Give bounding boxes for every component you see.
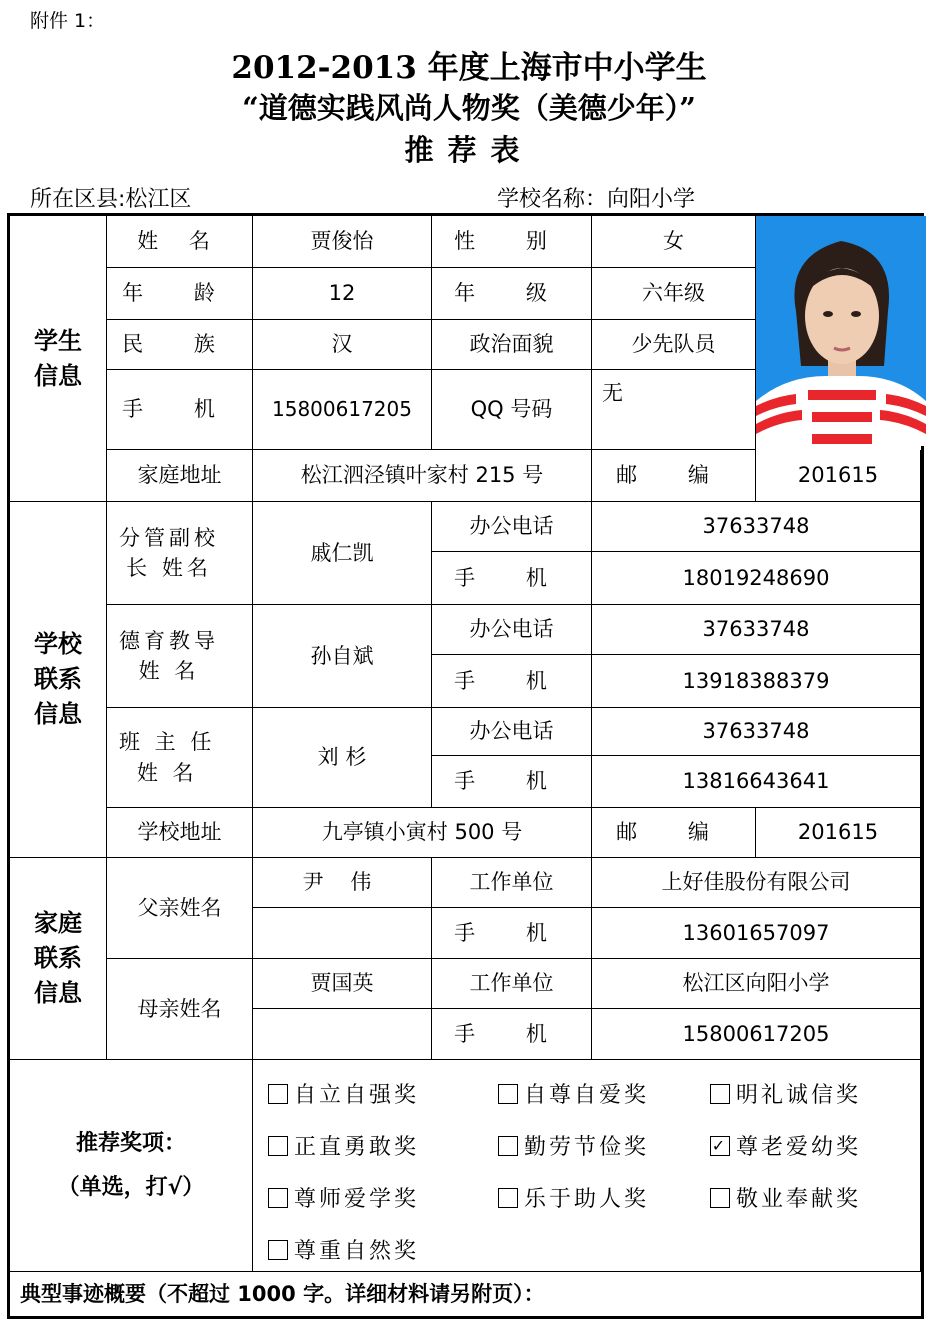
mother-extra-cell xyxy=(253,1009,432,1060)
award-title: “道德实践风尚人物奖（美德少年）” xyxy=(242,91,696,125)
checkbox-checked-icon[interactable]: ✓ xyxy=(711,1136,729,1155)
qq-label: QQ 号码 xyxy=(432,370,592,450)
grade-label: 年 级 xyxy=(432,268,592,320)
checkbox-icon[interactable] xyxy=(498,1084,518,1104)
father-work-label: 工作单位 xyxy=(432,858,592,908)
checkbox-icon[interactable] xyxy=(498,1136,518,1156)
award-option-1[interactable]: 自尊自爱奖 xyxy=(498,1078,649,1109)
father-name: 尹 伟 xyxy=(253,858,432,908)
page-title: 2012-2013 年度上海市中小学生 xyxy=(231,50,707,86)
checkbox-icon[interactable] xyxy=(268,1136,288,1156)
class-teacher-office-phone: 37633748 xyxy=(592,708,921,756)
checkbox-icon[interactable] xyxy=(268,1240,288,1260)
home-address-label: 家庭地址 xyxy=(107,450,253,502)
father-extra-cell xyxy=(253,908,432,959)
school-postcode-label: 邮 编 xyxy=(592,808,756,858)
class-teacher-office-label: 办公电话 xyxy=(432,708,592,756)
name-label: 姓 名 xyxy=(107,216,253,268)
mobile-label: 手 机 xyxy=(107,370,253,450)
student-mobile: 15800617205 xyxy=(253,370,432,450)
checkbox-icon[interactable] xyxy=(710,1188,730,1208)
home-address: 松江泗泾镇叶家村 215 号 xyxy=(253,450,592,502)
class-teacher-mobile-label: 手 机 xyxy=(432,756,592,808)
attachment-label: 附件 1： xyxy=(30,10,106,32)
moral-director-mobile-label: 手 机 xyxy=(432,655,592,708)
school-section-label: 学校 联系 信息 xyxy=(10,502,107,858)
form-title: 推荐表 xyxy=(404,133,534,167)
student-political: 少先队员 xyxy=(592,320,756,370)
vice-principal-mobile-label: 手 机 xyxy=(432,552,592,605)
moral-director-name: 孙自斌 xyxy=(253,605,432,708)
school-address-label: 学校地址 xyxy=(107,808,253,858)
award-option-8[interactable]: 敬业奉献奖 xyxy=(710,1182,861,1213)
student-ethnicity: 汉 xyxy=(253,320,432,370)
moral-director-label: 德育教导 姓 名 xyxy=(107,605,253,708)
class-teacher-label: 班 主 任 姓 名 xyxy=(107,708,253,808)
mother-label: 母亲姓名 xyxy=(107,959,253,1060)
student-photo xyxy=(756,216,926,446)
school-address: 九亭镇小寅村 500 号 xyxy=(253,808,592,858)
father-mobile: 13601657097 xyxy=(592,908,921,959)
award-option-2[interactable]: 明礼诚信奖 xyxy=(710,1078,861,1109)
school-name-label: 学校名称：向阳小学 xyxy=(497,187,696,212)
vice-principal-label: 分管副校 长 姓名 xyxy=(107,502,253,605)
mother-name: 贾国英 xyxy=(253,959,432,1009)
checkbox-icon[interactable] xyxy=(268,1084,288,1104)
award-option-5[interactable]: ✓ 尊老爱幼奖 xyxy=(711,1135,862,1160)
vice-principal-office-label: 办公电话 xyxy=(432,502,592,552)
mother-work: 松江区向阳小学 xyxy=(592,959,921,1009)
awards-label: 推荐奖项： （单选，打√） xyxy=(10,1060,253,1272)
student-photo-icon xyxy=(756,216,926,446)
family-section-label: 家庭 联系 信息 xyxy=(10,858,107,1060)
award-option-3[interactable]: 正直勇敢奖 xyxy=(268,1130,419,1161)
home-postcode: 201615 xyxy=(756,450,921,502)
class-teacher-name: 刘 杉 xyxy=(253,708,432,808)
ethnicity-label: 民 族 xyxy=(107,320,253,370)
moral-director-office-phone: 37633748 xyxy=(592,605,921,655)
father-mobile-label: 手 机 xyxy=(432,908,592,959)
father-label: 父亲姓名 xyxy=(107,858,253,959)
moral-director-mobile: 13918388379 xyxy=(592,655,921,708)
student-age: 12 xyxy=(253,268,432,320)
checkbox-icon[interactable] xyxy=(498,1188,518,1208)
vice-principal-name: 戚仁凯 xyxy=(253,502,432,605)
political-label: 政治面貌 xyxy=(432,320,592,370)
student-name: 贾俊怡 xyxy=(253,216,432,268)
checkbox-icon[interactable] xyxy=(710,1084,730,1104)
age-label: 年 龄 xyxy=(107,268,253,320)
mother-mobile: 15800617205 xyxy=(592,1009,921,1060)
moral-director-office-label: 办公电话 xyxy=(432,605,592,655)
student-qq: 无 xyxy=(592,370,756,450)
award-option-4[interactable]: 勤劳节俭奖 xyxy=(498,1130,649,1161)
award-option-0[interactable]: 自立自强奖 xyxy=(268,1078,419,1109)
student-section-label: 学生 信息 xyxy=(10,216,107,502)
checkbox-icon[interactable] xyxy=(268,1188,288,1208)
mother-work-label: 工作单位 xyxy=(432,959,592,1009)
vice-principal-mobile: 18019248690 xyxy=(592,552,921,605)
district-label: 所在区县:松江区 xyxy=(30,187,192,212)
class-teacher-mobile: 13816643641 xyxy=(592,756,921,808)
student-grade: 六年级 xyxy=(592,268,756,320)
student-gender: 女 xyxy=(592,216,756,268)
vice-principal-office-phone: 37633748 xyxy=(592,502,921,552)
father-work: 上好佳股份有限公司 xyxy=(592,858,921,908)
home-postcode-label: 邮 编 xyxy=(592,450,756,502)
mother-mobile-label: 手 机 xyxy=(432,1009,592,1060)
award-option-7[interactable]: 乐于助人奖 xyxy=(498,1182,649,1213)
summary-label: 典型事迹概要（不超过 1000 字。详细材料请另附页）： xyxy=(20,1281,545,1306)
award-option-6[interactable]: 尊师爱学奖 xyxy=(268,1182,419,1213)
gender-label: 性 别 xyxy=(432,216,592,268)
school-postcode: 201615 xyxy=(756,808,921,858)
award-option-9[interactable]: 尊重自然奖 xyxy=(268,1234,419,1265)
